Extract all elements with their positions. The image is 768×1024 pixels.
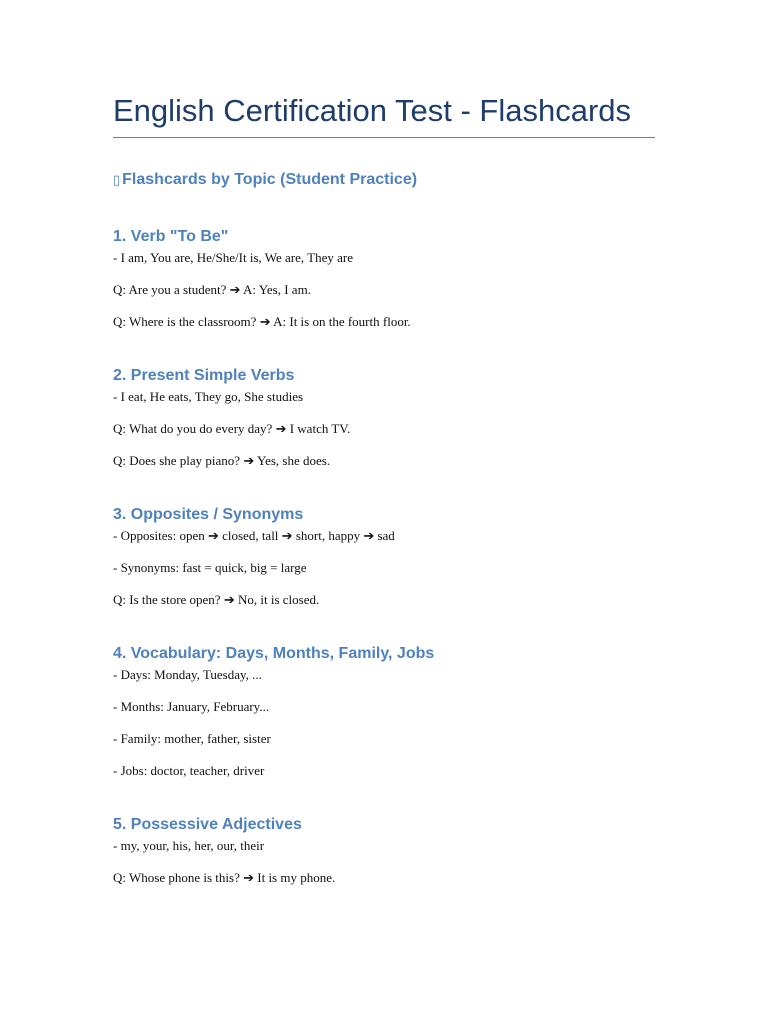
- flashcard-line: Q: Is the store open? ➔ No, it is closed.: [113, 592, 320, 608]
- flashcard-line: - my, your, his, her, our, their: [113, 838, 265, 854]
- subtitle-text: Flashcards by Topic (Student Practice): [122, 171, 418, 189]
- document-title: English Certification Test - Flashcards: [113, 92, 655, 138]
- flashcard-line: - Months: January, February...: [113, 699, 270, 715]
- flashcard-line: - Synonyms: fast = quick, big = large: [113, 560, 307, 576]
- flashcard-line: - I am, You are, He/She/It is, We are, They are: [113, 250, 353, 266]
- section-heading: 5. Possessive Adjectives: [113, 816, 302, 834]
- flashcard-line: Q: Whose phone is this? ➔ It is my phone.: [113, 870, 336, 886]
- flashcard-line: - Days: Monday, Tuesday, ...: [113, 667, 262, 683]
- section-present-simple: [113, 366, 655, 469]
- flashcard-line: Q: Does she play piano? ➔ Yes, she does.: [113, 453, 331, 469]
- flashcard-line: - Jobs: doctor, teacher, driver: [113, 763, 265, 779]
- section-heading: 2. Present Simple Verbs: [113, 367, 295, 385]
- missing-glyph-icon: ▯: [113, 173, 121, 189]
- section-possessive-adjectives: [113, 815, 655, 886]
- section-opposites-synonyms: [113, 505, 655, 608]
- section-heading: 3. Opposites / Synonyms: [113, 506, 304, 524]
- flashcard-line: - Opposites: open ➔ closed, tall ➔ short, happy ➔ sad: [113, 528, 395, 544]
- flashcard-line: Q: What do you do every day? ➔ I watch TV.: [113, 421, 351, 437]
- section-vocabulary: [113, 644, 655, 779]
- flashcard-line: Q: Where is the classroom? ➔ A: It is on the fourth floor.: [113, 314, 411, 330]
- flashcard-line: - Family: mother, father, sister: [113, 731, 271, 747]
- flashcard-line: - I eat, He eats, They go, She studies: [113, 389, 304, 405]
- section-heading: 4. Vocabulary: Days, Months, Family, Jobs: [113, 645, 435, 663]
- flashcard-line: Q: Are you a student? ➔ A: Yes, I am.: [113, 282, 311, 298]
- section-subtitle: [113, 170, 655, 191]
- section-heading: 1. Verb "To Be": [113, 228, 229, 246]
- section-verb-to-be: [113, 227, 655, 330]
